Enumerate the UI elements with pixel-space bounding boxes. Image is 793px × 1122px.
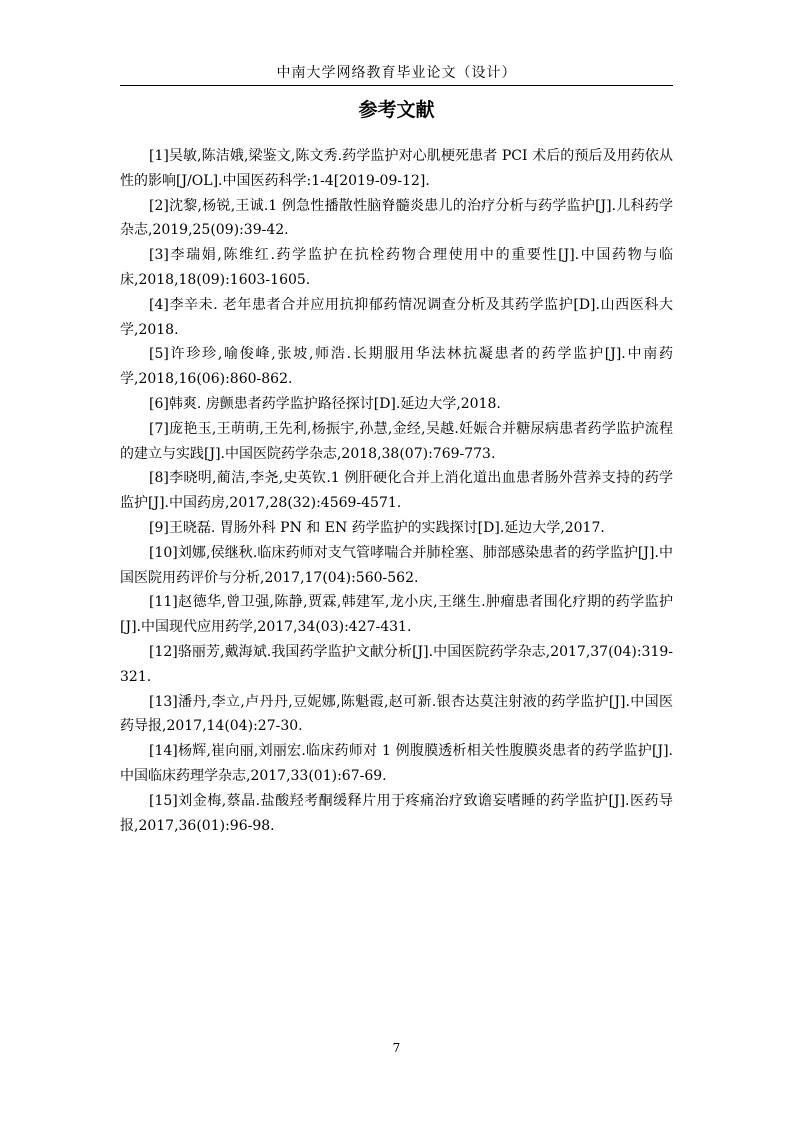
reference-item-3: [3]李瑞娟,陈维红.药学监护在抗栓药物合理使用中的重要性[J].中国药物与临床,2018,18(09):1603-1605. — [120, 247, 673, 288]
reference-item-11: [11]赵德华,曾卫强,陈静,贾霖,韩建军,龙小庆,王继生.肿瘤患者围化疗期的药学监护[J].中国现代应用药学,2017,34(03):427-431. — [120, 594, 673, 636]
reference-item-14: [14]杨辉,崔向丽,刘丽宏.临床药师对 1 例腹膜透析相关性腹膜炎患者的药学监护[J].中国临床药理学杂志,2017,33(01):67-69. — [120, 743, 673, 784]
reference-item-4: [4]李辛未. 老年患者合并应用抗抑郁药情况调查分析及其药学监护[D].山西医科大学,2018. — [120, 296, 673, 338]
page-number: 7 — [392, 1041, 401, 1055]
reference-item-15: [15]刘金梅,蔡晶.盐酸羟考酮缓释片用于疼痛治疗致谵妄嗜睡的药学监护[J].医药导报,2017,36(01):96-98. — [120, 792, 673, 834]
reference-item-5: [5]许珍珍,喻俊峰,张坡,师浩.长期服用华法林抗凝患者的药学监护[J].中南药学,2018,16(06):860-862. — [120, 346, 673, 388]
running-header: 中南大学网络教育毕业论文（设计） — [276, 65, 517, 81]
reference-item-6: [6]韩爽. 房颤患者药学监护路径探讨[D].延边大学,2018. — [149, 395, 501, 412]
header-rule — [120, 85, 673, 86]
reference-item-2: [2]沈黎,杨锐,王诚.1 例急性播散性脑脊髓炎患儿的治疗分析与药学监护[J].儿科药学杂志,2019,25(09):39-42. — [120, 197, 673, 239]
reference-item-9: [9]王晓磊. 胃肠外科 PN 和 EN 药学监护的实践探讨[D].延边大学,2017. — [149, 519, 605, 536]
reference-item-12: [12]骆丽芳,戴海斌.我国药学监护文献分析[J].中国医院药学杂志,2017,37(04):319-321. — [120, 643, 673, 685]
reference-item-1: [1]吴敏,陈洁娥,梁鉴文,陈文秀.药学监护对心肌梗死患者 PCI 术后的预后及用药依从性的影响[J/OL].中国医药科学:1-4[2019-09-12]. — [120, 148, 673, 189]
reference-item-8: [8]李晓明,蔺洁,李尧,史英钦.1 例肝硬化合并上消化道出血患者肠外营养支持的药学监护[J].中国药房,2017,28(32):4569-4571. — [120, 470, 673, 512]
reference-item-13: [13]潘丹,李立,卢丹丹,豆妮娜,陈魁霞,赵可新.银杏达莫注射液的药学监护[J].中国医药导报,2017,14(04):27-30. — [120, 693, 673, 735]
reference-list — [120, 144, 673, 838]
reference-item-7: [7]庞艳玉,王萌萌,王先利,杨振宇,孙慧,金经,吴越.妊娠合并糖尿病患者药学监护流程的建立与实践[J].中国医院药学杂志,2018,38(07):769-773. — [120, 420, 673, 462]
reference-item-10: [10]刘娜,侯继秋.临床药师对支气管哮喘合并肺栓塞、肺部感染患者的药学监护[J].中国医院用药评价与分析,2017,17(04):560-562. — [120, 544, 673, 586]
page-title: 参考文献 — [358, 99, 435, 121]
